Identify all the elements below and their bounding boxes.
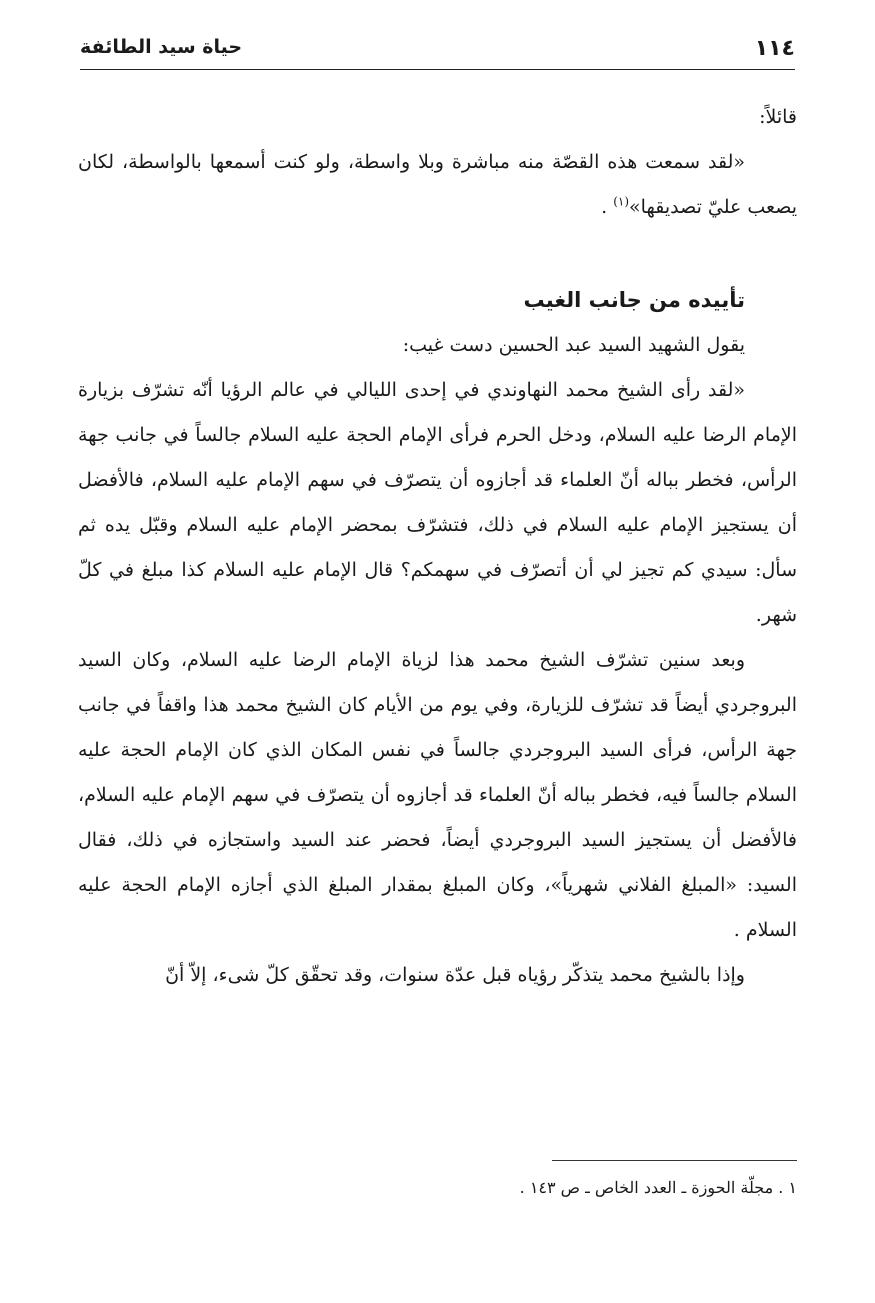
footnote: ١ . مجلّة الحوزة ـ العدد الخاص ـ ص ١٤٣ . <box>519 1178 797 1197</box>
paragraph-continuation: وبعد سنين تشرّف الشيخ محمد هذا لزياة الإمام الرضا عليه السلام، وكان السيد البروجردي أيضاً قد تشرّف للزيارة، وفي يوم من الأيام كان الشيخ محمد هذا واقفاً في جانب جهة الرأس، فرأى السيد البروجردي جالساً في نفس المكان الذي كان الإمام الحجة عليه السلام جالساً فيه، فخطر بباله أنّ العلماء قد أجازوه أن يتصرّف في سهم الإمام عليه السلام، فالأفضل أن يستجيز السيد البروجردي أيضاً، فحضر عند السيد واستجازه في ذلك، فقال السيد: «المبلغ الفلاني شهرياً»، وكان المبلغ بمقدار المبلغ الذي أجازه الإمام الحجة عليه السلام . <box>78 649 797 941</box>
paragraph-intro: قائلاً: <box>759 106 797 128</box>
running-title: حياة سيد الطائفة <box>80 36 243 58</box>
paragraph-ending: وإذا بالشيخ محمد يتذكّر رؤياه قبل عدّة سنوات، وقد تحقّق كلّ شىء، إلاّ أنّ <box>165 964 745 986</box>
quote-text: «لقد سمعت هذه القصّة منه مباشرة وبلا واسطة، ولو كنت أسمعها بالواسطة، لكان يصعب عليّ تصديقها» <box>78 151 797 218</box>
quote-end: . <box>601 196 614 218</box>
page-body <box>78 95 797 998</box>
footnote-divider <box>552 1160 797 1161</box>
page-number: ١١٤ <box>754 36 795 61</box>
paragraph-story: «لقد رأى الشيخ محمد النهاوندي في إحدى الليالي في عالم الرؤيا أنّه تشرّف بزيارة الإمام الرضا عليه السلام، ودخل الحرم فرأى الإمام الحجة عليه السلام جالساً في جانب جهة الرأس، فخطر بباله أنّ العلماء قد أجازوه أن يتصرّف في سهم الإمام عليه السلام، فالأفضل أن يستجيز الإمام عليه السلام في ذلك، فتشرّف بمحضر الإمام عليه السلام وقبّل يده ثم سأل: سيدي كم تجيز لي أن أتصرّف في سهمكم؟ قال الإمام عليه السلام كذا مبلغ في كلّ شهر. <box>78 379 797 626</box>
section-heading: تأييده من جانب الغيب <box>523 288 745 312</box>
paragraph-attribution: يقول الشهيد السيد عبد الحسين دست غيب: <box>402 334 745 356</box>
paragraph-quote <box>78 140 797 230</box>
footnote-reference: (١) <box>613 194 630 209</box>
page-header <box>80 30 795 70</box>
